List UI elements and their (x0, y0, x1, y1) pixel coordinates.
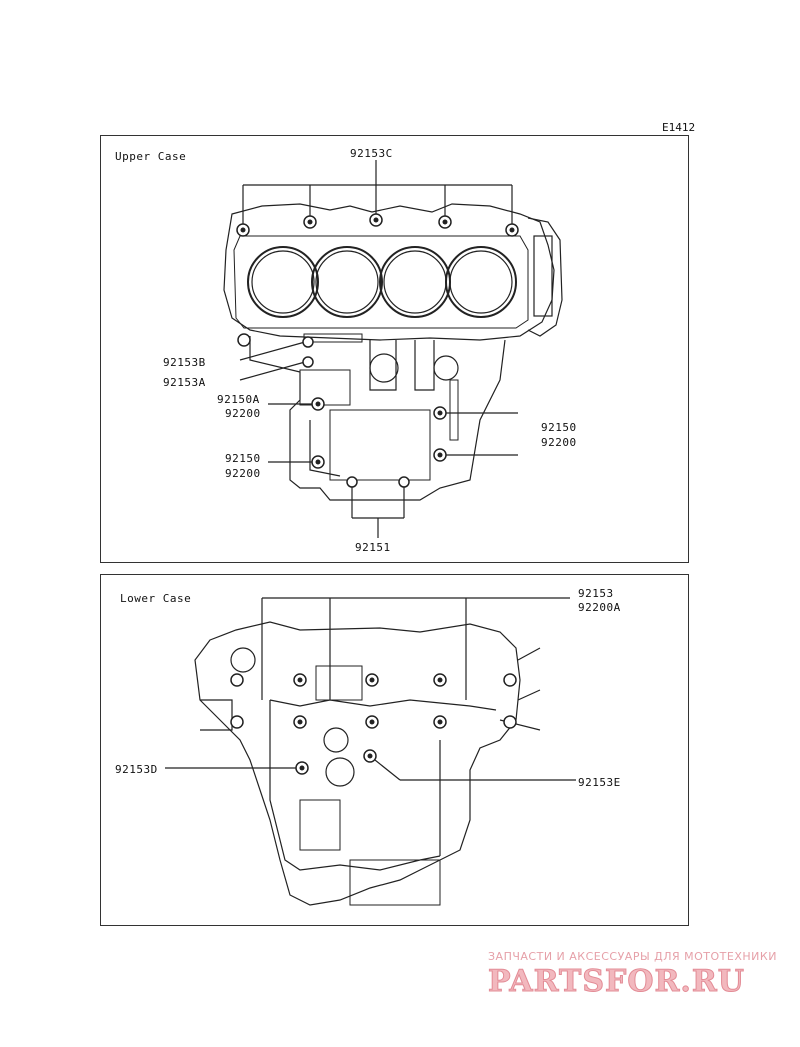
part-label-92200-left-b: 92200 (225, 467, 261, 480)
upper-case-title: Upper Case (115, 150, 187, 163)
diagram-code: E1412 (662, 121, 696, 134)
watermark-logo: PARTSFOR.RU (488, 964, 745, 999)
part-label-92200-right: 92200 (541, 436, 577, 449)
part-label-92153d: 92153D (115, 763, 158, 776)
part-label-92153e: 92153E (578, 776, 621, 789)
part-label-92150a: 92150A (217, 393, 260, 406)
part-label-92150-right: 92150 (541, 421, 577, 434)
part-label-92200-left-a: 92200 (225, 407, 261, 420)
part-label-92153a: 92153A (163, 376, 206, 389)
part-label-92153: 92153 (578, 587, 614, 600)
part-label-92153b: 92153B (163, 356, 206, 369)
part-label-92150-left: 92150 (225, 452, 261, 465)
part-label-92200a: 92200A (578, 601, 621, 614)
part-label-92153c: 92153C (350, 147, 393, 160)
watermark-tagline: ЗАПЧАСТИ И АКСЕССУАРЫ ДЛЯ МОТОТЕХНИКИ (488, 950, 777, 963)
part-label-92151: 92151 (355, 541, 391, 554)
lower-case-title: Lower Case (120, 592, 192, 605)
